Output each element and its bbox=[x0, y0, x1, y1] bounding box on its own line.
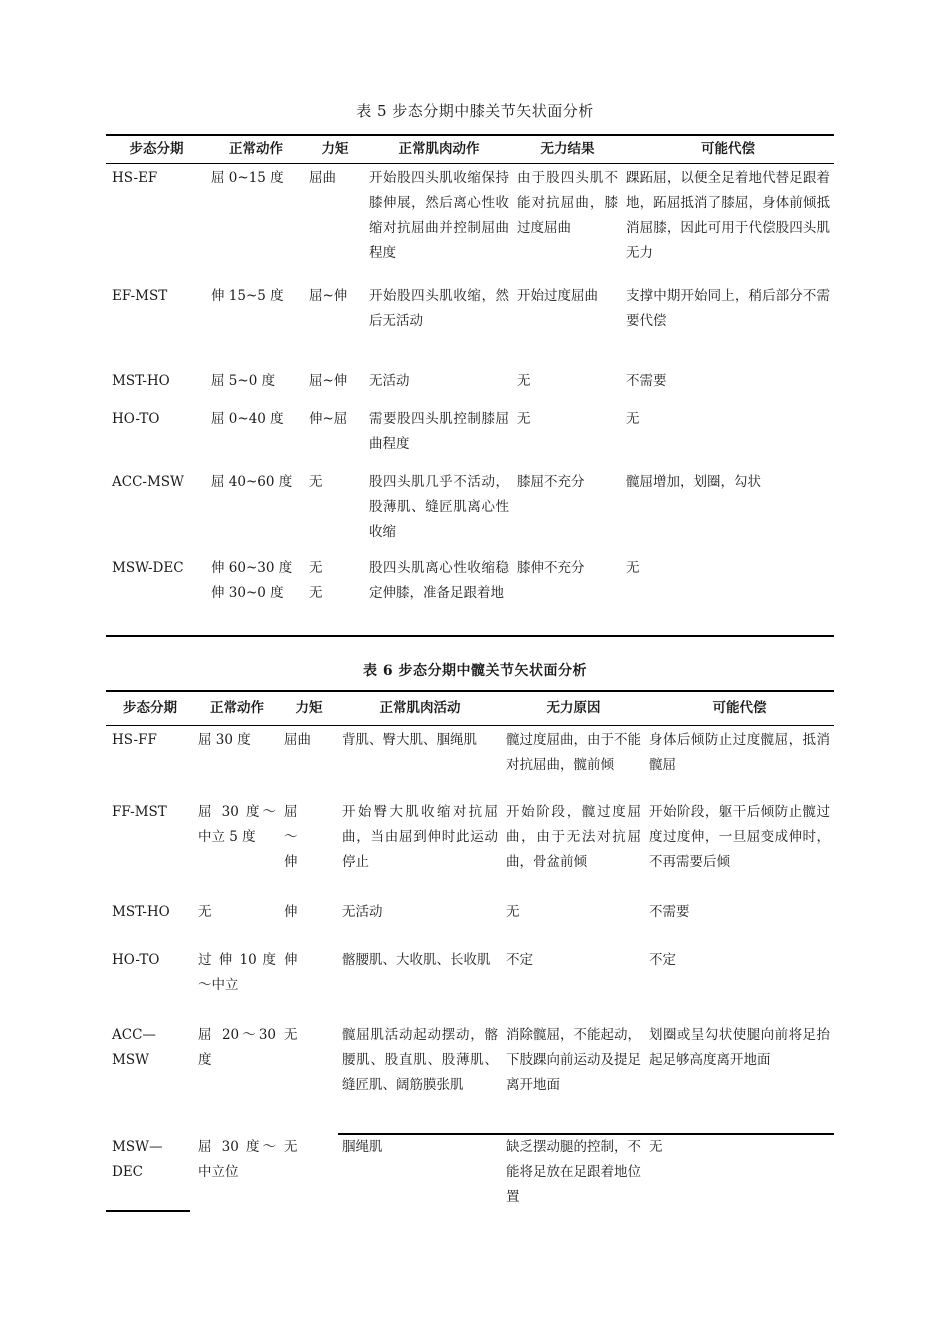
table5-caption: 表 5 步态分期中膝关节矢状面分析 bbox=[356, 102, 594, 120]
cell-compensation: 无 bbox=[626, 410, 640, 427]
cell-phase: ACC—MSW bbox=[112, 1026, 156, 1068]
cell-muscle: 开始股四头肌收缩保持膝伸展，然后离心性收缩对抗屈曲并控制屈曲程度 bbox=[369, 170, 509, 261]
cell-moment: 屈~伸 bbox=[309, 372, 348, 389]
cell-phase: MST-HO bbox=[112, 372, 170, 389]
cell-moment-line: 无 bbox=[309, 559, 323, 576]
cell-compensation: 划圈或呈勾状使腿向前将足抬起足够高度离开地面 bbox=[649, 1026, 830, 1068]
cell-muscle: 需要股四头肌控制膝屈曲程度 bbox=[369, 410, 509, 452]
cell-phase: HO-TO bbox=[112, 410, 160, 427]
cell-weakness: 开始阶段，髋过度屈曲，由于无法对抗屈曲，骨盆前倾 bbox=[506, 803, 641, 870]
cell-moment: 无 bbox=[284, 1138, 298, 1155]
cell-moment-text: 屈～伸 bbox=[284, 803, 298, 870]
cell-weakness: 缺乏摆动腿的控制，不能将足放在足跟着地位置 bbox=[506, 1138, 641, 1205]
table-row bbox=[106, 800, 834, 900]
cell-phase: MSW—DEC bbox=[112, 1138, 163, 1180]
cell-motion: 屈 0~15 度 bbox=[211, 170, 284, 186]
table5-header: 正常动作 bbox=[207, 135, 305, 164]
cell-compensation: 不定 bbox=[649, 951, 676, 968]
cell-compensation: 踝跖屈，以便全足着地代替足跟着地，跖屈抵消了膝屈，身体前倾抵消屈膝，因此可用于代偿股四头肌无力 bbox=[626, 170, 830, 261]
cell-phase: ACC-MSW bbox=[112, 473, 184, 490]
cell-muscle: 开始股四头肌收缩，然后无活动 bbox=[369, 287, 509, 329]
cell-weakness: 膝伸不充分 bbox=[517, 559, 585, 576]
footnote-rule bbox=[106, 1210, 190, 1212]
table-row bbox=[106, 556, 834, 636]
table-row bbox=[106, 470, 834, 556]
table6-header-row bbox=[106, 691, 834, 726]
cell-compensation: 无 bbox=[649, 1138, 663, 1155]
table5 bbox=[106, 134, 834, 637]
cell-phase: EF-MST bbox=[112, 287, 168, 304]
cell-motion: 屈 30 度～中立 5 度 bbox=[198, 803, 276, 845]
cell-moment: 无 bbox=[309, 473, 323, 490]
cell-compensation: 不需要 bbox=[626, 372, 667, 389]
table5-header: 步态分期 bbox=[106, 135, 207, 164]
table5-header: 无力结果 bbox=[513, 135, 622, 164]
cell-muscle: 股四头肌几乎不活动，股薄肌、缝匠肌离心性收缩 bbox=[369, 473, 509, 540]
table-row bbox=[106, 284, 834, 369]
table5-header: 可能代偿 bbox=[622, 135, 834, 164]
cell-muscle: 背肌、臀大肌、腘绳肌 bbox=[342, 732, 477, 748]
cell-compensation: 开始阶段，躯干后倾防止髋过度过度伸，一旦屈变成伸时，不再需要后倾 bbox=[649, 803, 830, 870]
cell-motion: 屈 20～30 度 bbox=[198, 1026, 276, 1068]
cell-weakness: 膝屈不充分 bbox=[517, 473, 585, 490]
cell-motion: 屈 5~0 度 bbox=[211, 372, 276, 389]
cell-weakness: 无 bbox=[506, 903, 520, 920]
cell-muscle: 开始臀大肌收缩对抗屈曲，当由屈到伸时此运动停止 bbox=[342, 803, 498, 870]
cell-moment bbox=[280, 800, 338, 900]
cell-compensation: 不需要 bbox=[649, 903, 690, 920]
cell-weakness: 无 bbox=[517, 372, 531, 389]
cell-motion: 无 bbox=[198, 903, 212, 920]
cell-moment: 伸~屈 bbox=[309, 410, 348, 427]
cell-motion: 伸 15~5 度 bbox=[211, 287, 284, 304]
cell-compensation: 支撑中期开始同上，稍后部分不需要代偿 bbox=[626, 287, 830, 329]
cell-weakness: 不定 bbox=[506, 951, 533, 968]
cell-weakness: 消除髋屈，不能起动，下肢踝向前运动及提足离开地面 bbox=[506, 1026, 641, 1093]
table-row bbox=[106, 948, 834, 1023]
cell-motion: 屈 0~40 度 bbox=[211, 410, 284, 427]
cell-motion bbox=[207, 556, 305, 636]
table5-header: 力矩 bbox=[305, 135, 365, 164]
table-row bbox=[106, 407, 834, 470]
cell-motion-line: 伸 60~30 度 bbox=[211, 559, 293, 576]
table6-header: 正常动作 bbox=[194, 691, 280, 726]
cell-moment: 屈~伸 bbox=[309, 287, 348, 304]
table5-header-row bbox=[106, 135, 834, 164]
table6-caption: 表 6 步态分期中髋关节矢状面分析 bbox=[363, 663, 587, 679]
table5-header: 正常肌肉动作 bbox=[365, 135, 513, 164]
cell-motion: 屈 40~60 度 bbox=[211, 473, 293, 490]
table6-header: 正常肌肉活动 bbox=[338, 691, 502, 726]
table6-partial-rule bbox=[338, 1133, 834, 1135]
cell-motion: 屈 30 度～中立位 bbox=[198, 1138, 276, 1180]
cell-weakness: 由于股四头肌不能对抗屈曲，膝过度屈曲 bbox=[517, 170, 618, 236]
cell-moment: 屈曲 bbox=[309, 170, 336, 186]
cell-phase: MST-HO bbox=[112, 903, 170, 920]
table6-header: 步态分期 bbox=[106, 691, 194, 726]
table-row bbox=[106, 900, 834, 948]
cell-muscle: 股四头肌离心性收缩稳定伸膝，准备足跟着地 bbox=[369, 559, 509, 601]
cell-weakness: 髋过度屈曲，由于不能对抗屈曲，髋前倾 bbox=[506, 732, 641, 773]
cell-motion: 屈 30 度 bbox=[198, 732, 251, 748]
cell-moment-line: 无 bbox=[309, 584, 323, 601]
cell-muscle: 髂腰肌、大收肌、长收肌 bbox=[342, 951, 491, 968]
cell-motion: 过 伸 10 度～中立 bbox=[198, 951, 276, 993]
cell-muscle: 无活动 bbox=[342, 903, 383, 920]
cell-compensation: 身体后倾防止过度髋屈，抵消髋屈 bbox=[649, 732, 830, 773]
cell-weakness: 开始过度屈曲 bbox=[517, 287, 598, 304]
cell-moment: 伸 bbox=[284, 903, 298, 920]
cell-phase: HS-EF bbox=[112, 170, 158, 186]
table-row bbox=[106, 369, 834, 407]
cell-phase: FF-MST bbox=[112, 803, 167, 820]
cell-phase: HO-TO bbox=[112, 951, 160, 968]
cell-motion-line: 伸 30~0 度 bbox=[211, 584, 284, 601]
cell-weakness: 无 bbox=[517, 410, 531, 427]
table6-header: 可能代偿 bbox=[645, 691, 834, 726]
table-row bbox=[106, 726, 834, 800]
cell-moment: 伸 bbox=[284, 951, 298, 968]
cell-muscle: 腘绳肌 bbox=[342, 1138, 383, 1155]
cell-muscle: 髋屈肌活动起动摆动，髂腰肌、股直肌、股薄肌、缝匠肌、阔筋膜张肌 bbox=[342, 1026, 498, 1093]
table-row bbox=[106, 1133, 834, 1213]
cell-moment bbox=[305, 556, 365, 636]
cell-moment: 屈曲 bbox=[284, 732, 311, 748]
cell-phase: MSW-DEC bbox=[112, 559, 184, 576]
cell-muscle: 无活动 bbox=[369, 372, 410, 389]
cell-compensation: 髋屈增加，划圈，勾状 bbox=[626, 473, 761, 490]
cell-compensation: 无 bbox=[626, 559, 640, 576]
cell-moment: 无 bbox=[284, 1026, 298, 1043]
table6-header: 无力原因 bbox=[502, 691, 645, 726]
table6-header: 力矩 bbox=[280, 691, 338, 726]
table-row bbox=[106, 164, 834, 284]
table-row bbox=[106, 1023, 834, 1133]
cell-phase: HS-FF bbox=[112, 732, 157, 748]
